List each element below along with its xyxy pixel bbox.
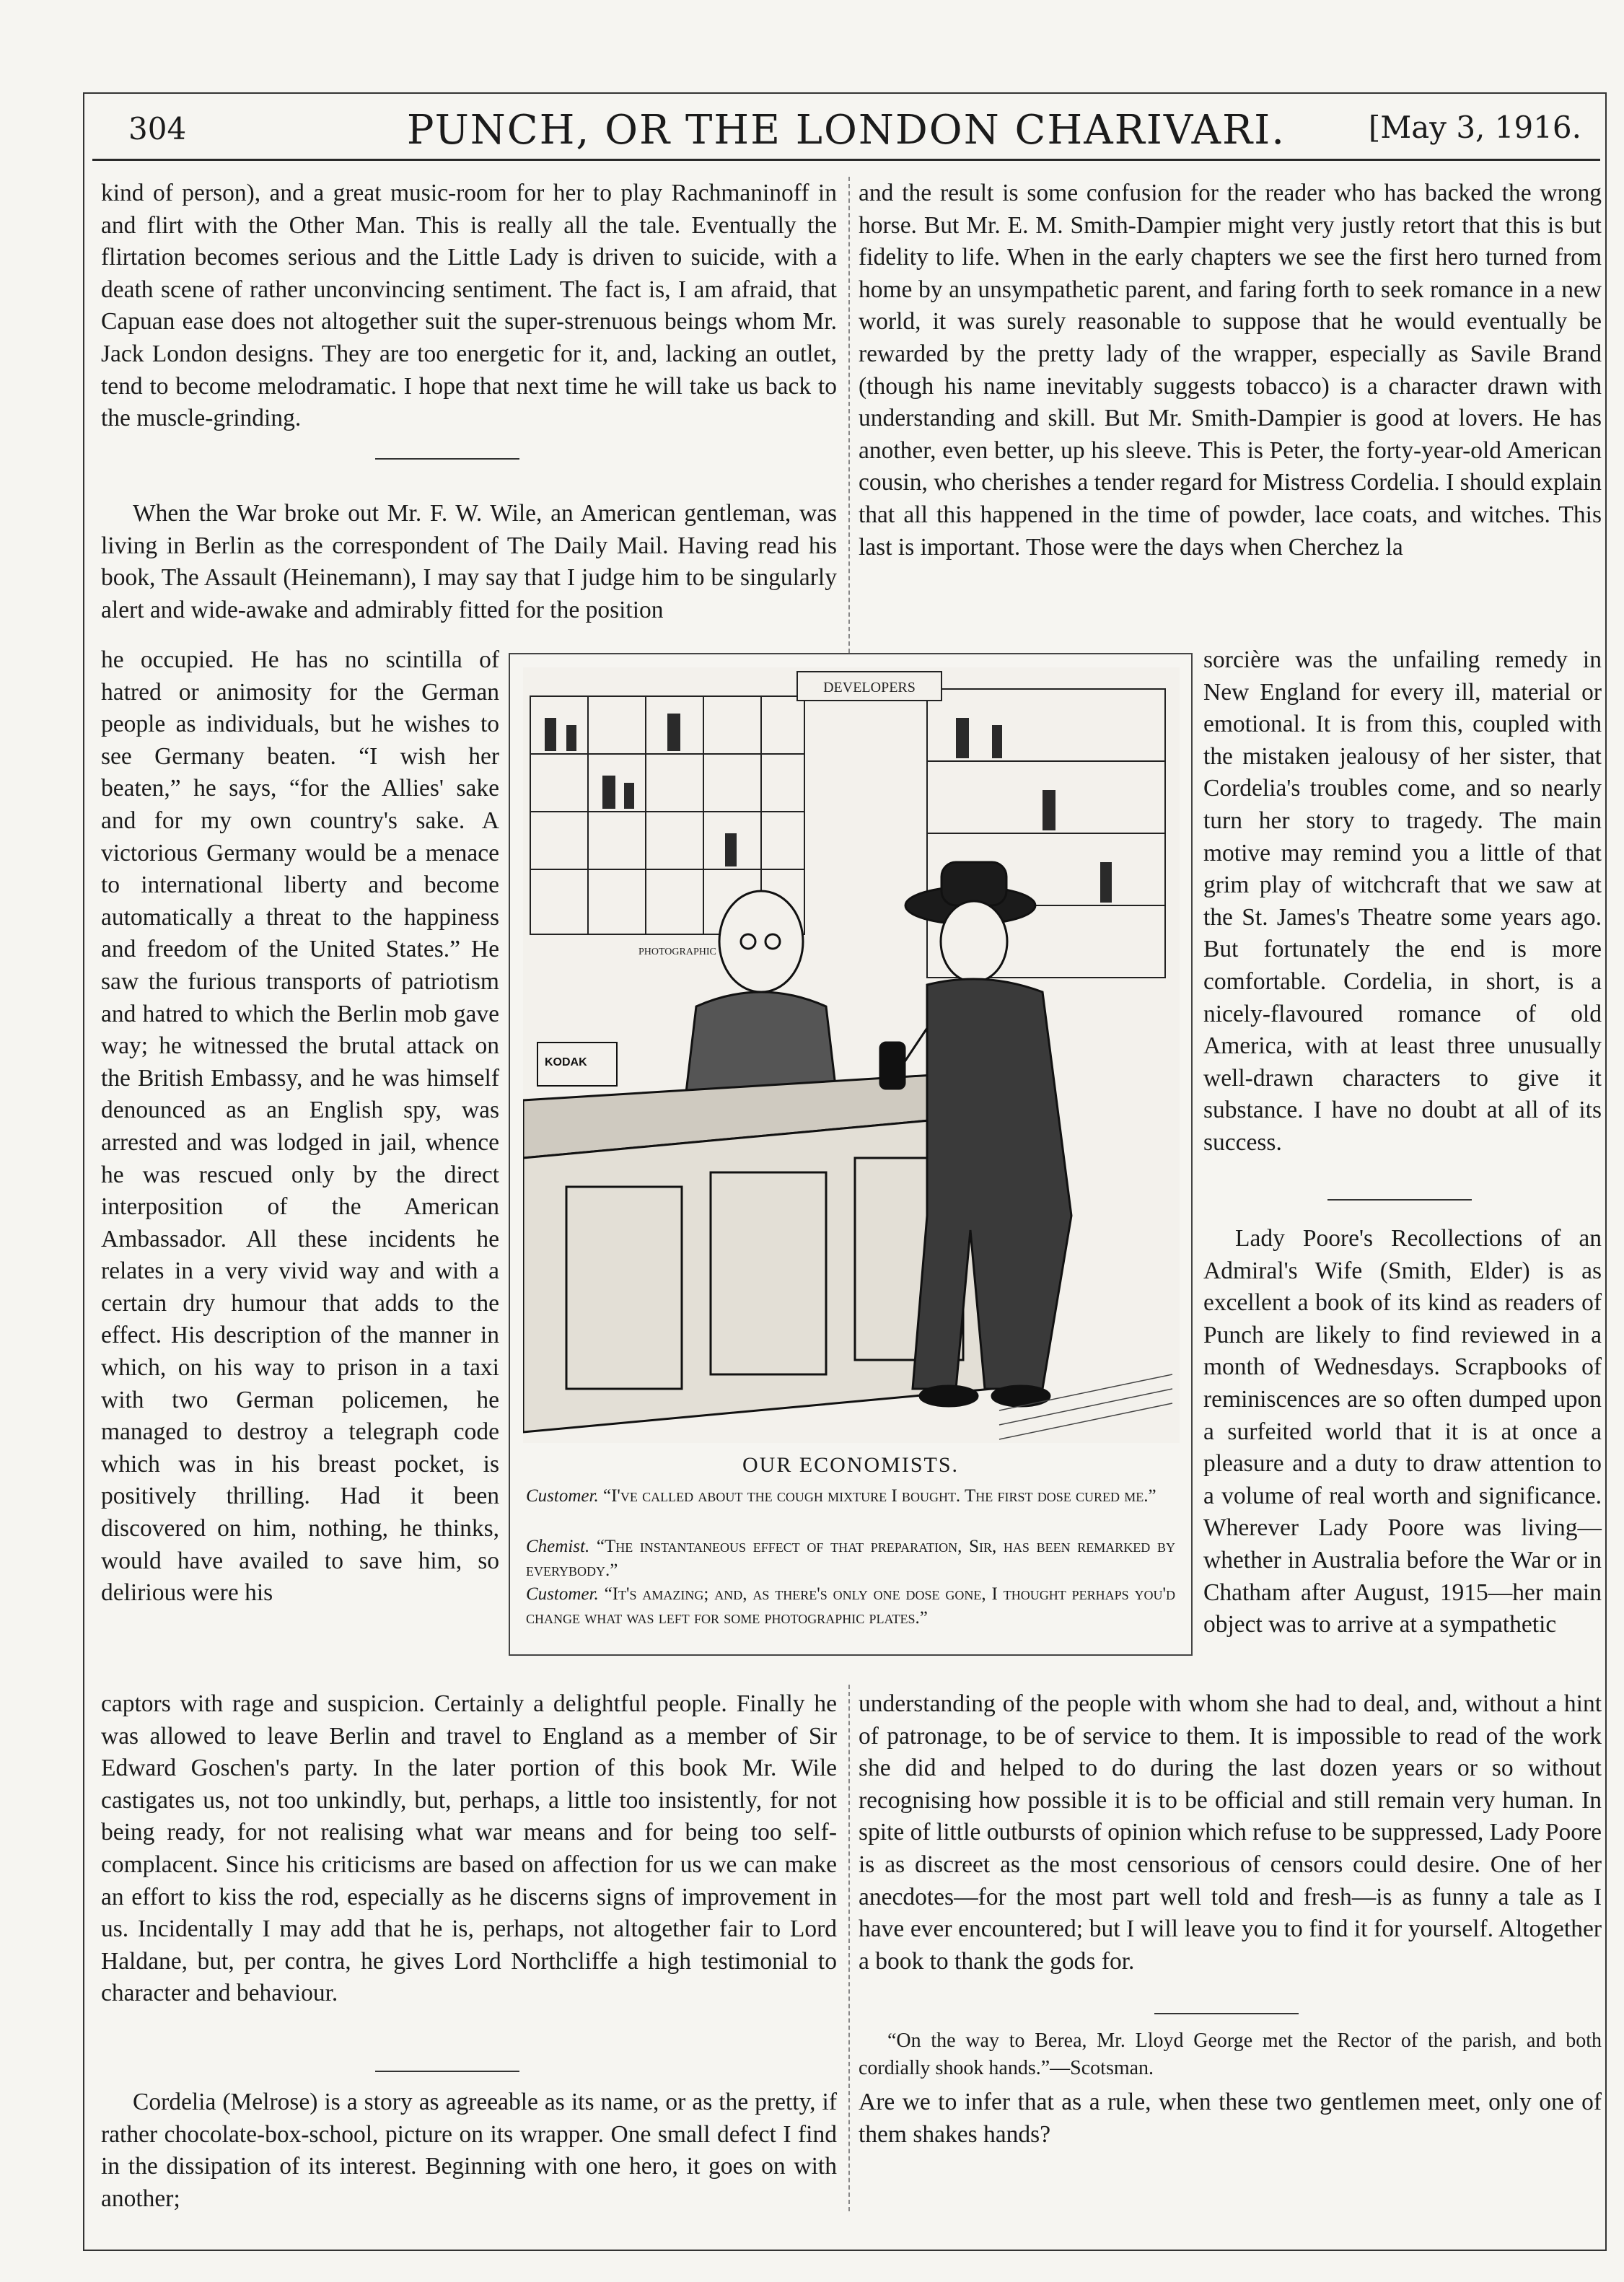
review-wile-assault-narrow: he occupied. He has no scintilla of hatred or animosity for the German people as individuals, but he wishes to see Germany beaten. “I wish her beaten,” he says, “for the Allies' sake and for my own country's sake. A victorious Germany would be a menace to international liberty and become automatically a threat to the happiness and freedom of the United States.” He saw the furious transports of patriotism and hatred to which the Berlin mob gave way; he witnessed the brutal attack on the British Embassy, and he was himself denounced as an English spy, was arrested and was lodged in jail, whence he was rescued only by the direct interposition of the American Ambassador. All these incidents he relates in a very vivid way and with a certain dry humour that adds to the effect. His description of the manner in which, on his way to prison in a taxi with two German policemen, he managed to destroy a telegraph code which was in his breast pocket, is positively thrilling. Had it been discovered on him, nothing, he thinks, would have availed to save him, so delirious were his (101, 646, 499, 1607)
separator-rule (375, 2071, 519, 2072)
review-cordelia-narrow: sorcière was the unfailing remedy in New England for every ill, material or emotional. It is from this, coupled with the mistaken jealousy of her sister, that Cordelia's troubles come, and so nearly turn her story to tragedy. The main motive may remind you a little of that grim play of witchcraft that we saw at the St. James's Theatre some years ago. But fortunately the end is more comfortable. Cordelia, in short, is a nicely-flavoured romance of old America, with at least three unusually well-drawn characters to give it substance. I have no doubt at all of its success. (1203, 646, 1602, 1156)
separator-rule (375, 458, 519, 460)
cartoon-title: OUR ECONOMISTS. (742, 1453, 960, 1477)
review-poore-bottom: understanding of the people with whom she had to deal, and, without a hint of patronage, to be of service to them. It is impossible to read of the work she did and helped to do during the last dozen years or so without recognising how possible it is to be official and still remain very human. In spite of little outbursts of opinion which refuse to be suppressed, Lady Poore is as discreet as the most censorious of censors could desire. One of her anecdotes—for the most part well told and fresh—is as funny a tale as I have ever encountered; but I will leave you to find it for yourself. Altogether a book to thank the gods for. (859, 1690, 1602, 1975)
sign-kodak: KODAK (545, 1056, 587, 1068)
speaker-label: Chemist. (526, 1537, 590, 1556)
speaker-label: Customer. (526, 1584, 599, 1604)
cartoon-caption-chemist (526, 1535, 1175, 1582)
issue-date: [May 3, 1916. (1368, 110, 1581, 145)
column-divider-bottom (848, 1685, 850, 2211)
caption-line: “It's amazing; and, as there's only one dose gone, I thought perhaps you'd change what was left for some photographic plates.” (526, 1584, 1175, 1628)
separator-rule (1154, 2013, 1299, 2014)
cartoon-our-economists (509, 653, 1193, 1656)
page-header (92, 101, 1600, 161)
caption-line: “I've called about the cough mixture I bought. The first dose cured me.” (602, 1486, 1156, 1506)
column-divider-top (848, 177, 850, 653)
sign-photographic: PHOTOGRAPHIC (638, 947, 716, 957)
masthead-title: PUNCH, OR THE LONDON CHARIVARI. (406, 107, 1286, 154)
cartoon-drawing (523, 667, 1180, 1443)
cartoon-caption-customer-1 (526, 1484, 1175, 1508)
review-cordelia-start: Cordelia (Melrose) is a story as agreeable as its name, or as the pretty, if rather chocolate-box-school, picture on its wrapper. One small defect I find in the dissipation of its interest. Beginning with one hero, it goes on with another; (101, 2089, 837, 2212)
caption-line: “The instantaneous effect of that preparation, Sir, has been remarked by everybody.” (526, 1537, 1175, 1580)
page-number: 304 (128, 111, 187, 146)
review-poore-narrow: Lady Poore's Recollections of an Admiral's Wife (Smith, Elder) is as excellent a book of its kind as readers of Punch are likely to find reviewed in a month of Wednesdays. Scrapbooks of reminiscences are so often dumped upon a surfeited world that it is at once a pleasure and a duty to draw attention to a volume of real worth and significance. Wherever Lady Poore was living—whether in Australia before the War or in Chatham after August, 1915—her main object was to arrive at a sympathetic (1203, 1225, 1602, 1638)
quote-comment: Are we to infer that as a rule, when these two gentlemen meet, only one of them shakes hands? (859, 2089, 1602, 2148)
sign-developers: DEVELOPERS (823, 680, 916, 695)
cartoon-caption-customer-2 (526, 1582, 1175, 1630)
press-quote: “On the way to Berea, Mr. Lloyd George met the Rector of the parish, and both cordially shook hands.”—Scotsman. (859, 2029, 1602, 2079)
review-wile-assault-top: When the War broke out Mr. F. W. Wile, an American gentleman, was living in Berlin as the correspondent of The Daily Mail. Having read his book, The Assault (Heinemann), I may say that I judge him to be singularly alert and wide-awake and admirably fitted for the position (101, 500, 837, 623)
review-wile-assault-bottom: captors with rage and suspicion. Certainly a delightful people. Finally he was allowed to leave Berlin and travel to England as a member of Sir Edward Goschen's party. In the later portion of this book Mr. Wile castigates us, not too unkindly, but, perhaps, a little too insistently, for not being ready, for not realising what war means and for being too self-complacent. Since his criticisms are based on affection for us we can make an effort to kiss the rod, especially as he discerns signs of improvement in us. Incidentally I may add that he is, perhaps, not altogether fair to Lord Haldane, but, per contra, he gives Lord Northcliffe a high testimonial to character and behaviour. (101, 1690, 837, 2007)
review-cordelia-continued: and the result is some confusion for the reader who has backed the wrong horse. But Mr. E. M. Smith-Dampier might very justly retort that this is but fidelity to life. When in the early chapters we see the first hero turned from home by an unsympathetic parent, and faring forth to seek romance in a new world, it was surely reasonable to suppose that he would eventually be rewarded by the pretty lady of the wrapper, especially as Savile Brand (though his name inevitably suggests tobacco) is a character drawn with understanding and skill. But Mr. Smith-Dampier is good at lovers. He has another, even better, up his sleeve. This is Peter, the forty-year-old American cousin, who cherishes a tender regard for Mistress Cordelia. I should explain that all this happened in the time of powder, lace coats, and witches. This last is important. Those were the days when Cherchez la (859, 180, 1602, 561)
speaker-label: Customer. (526, 1486, 599, 1506)
separator-rule (1327, 1199, 1472, 1201)
review-jack-london-end: kind of person), and a great music-room for her to play Rachmaninoff in and flirt with the Other Man. This is really all the tale. Eventually the flirtation becomes serious and the Little Lady is driven to suicide, with a death scene of rather unconvincing sentiment. The fact is, I am afraid, that Capuan ease does not altogether suit the super-strenuous beings whom Mr. Jack London designs. They are too energetic for it, and, lacking an outlet, tend to become melodramatic. I hope that next time he will take us back to the muscle-grinding. (101, 180, 837, 432)
